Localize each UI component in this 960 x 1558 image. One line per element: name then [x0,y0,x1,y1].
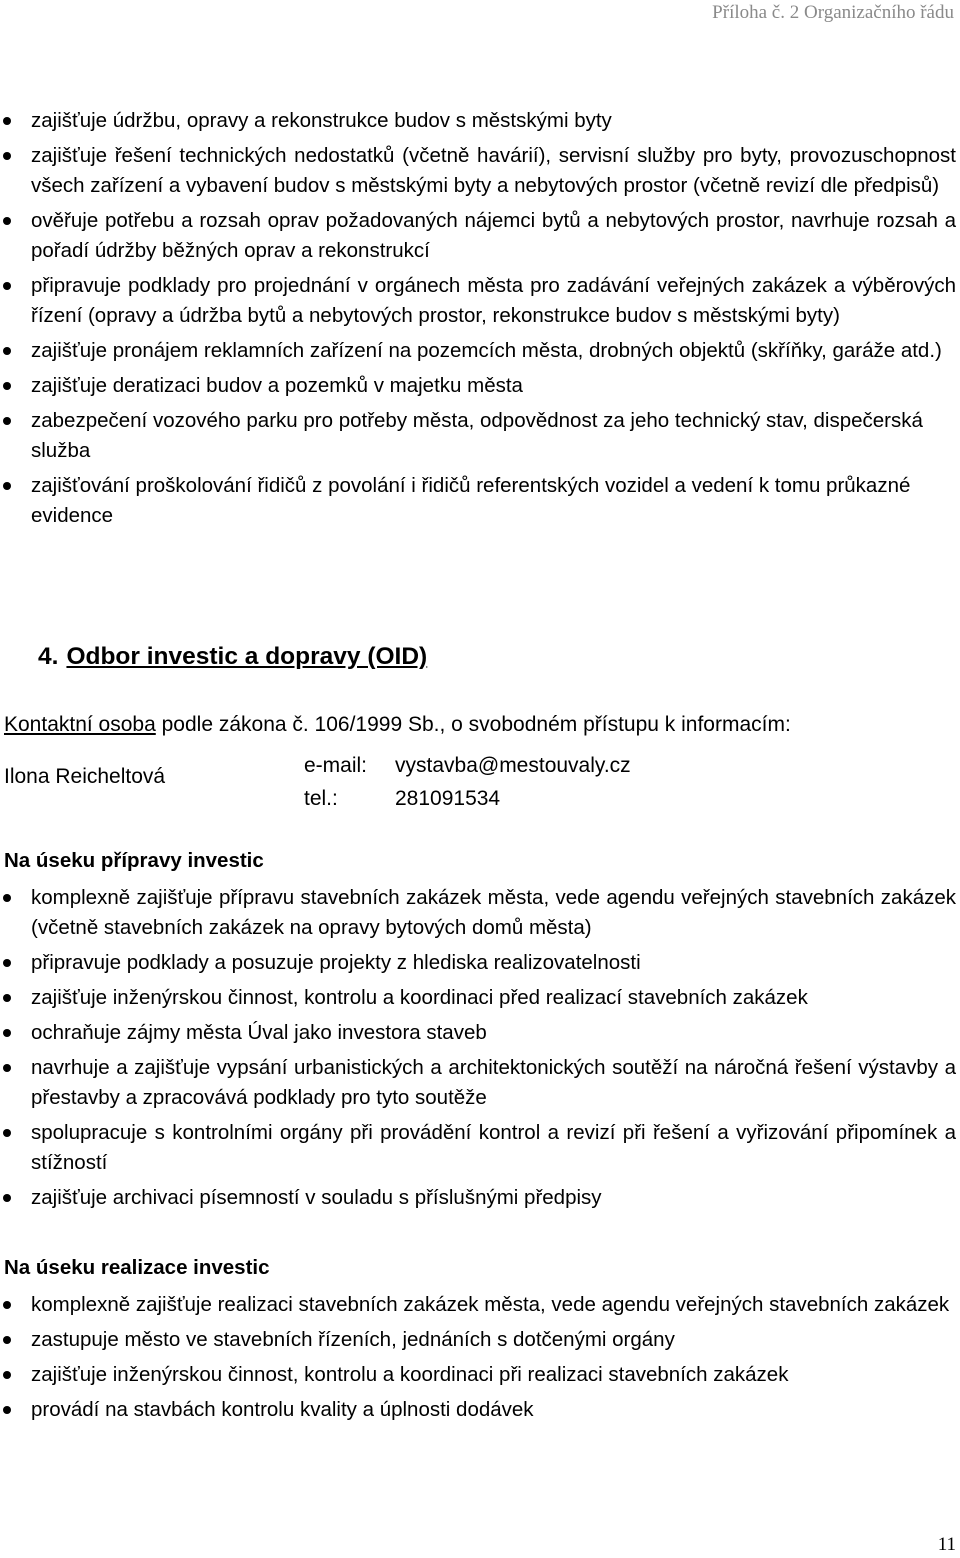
email-value: vystavba@mestouvaly.cz [395,754,631,777]
list-item: komplexně zajišťuje realizaci stavebních zakázek města, vede agendu veřejných stavebních zakázek [0,1290,960,1320]
subsection-title-preparation: Na úseku přípravy investic [4,849,264,872]
section-number: 4. [38,643,59,670]
contact-law-text: podle zákona č. 106/1999 Sb., o svobodném přístupu k informacím: [155,713,791,736]
list-item: zajišťuje inženýrskou činnost, kontrolu a koordinaci před realizací stavebních zakázek [0,983,960,1013]
subsection-title-realization: Na úseku realizace investic [4,1256,270,1279]
list-item: provádí na stavbách kontrolu kvality a úplnosti dodávek [0,1395,960,1425]
contact-label: Kontaktní osoba [4,713,156,736]
section-name: Odbor investic a dopravy (OID) [66,643,428,670]
list-item: ochraňuje zájmy města Úval jako investora staveb [0,1018,960,1048]
list-item: zajišťuje řešení technických nedostatků (včetně havárií), servisní služby pro byty, provozuschopnost všech zařízení a vybavení budov s městskými byty a nebytových prostor (včetně revizí dle předpisů) [0,141,960,201]
contact-name: Ilona Reicheltová [4,765,166,788]
phone-value: 281091534 [395,787,501,810]
list-item: zajišťuje archivaci písemností v souladu s příslušnými předpisy [0,1183,960,1213]
list-item: ověřuje potřebu a rozsah oprav požadovaných nájemci bytů a nebytových prostor, navrhuje rozsah a pořadí údržby běžných oprav a rekonstrukcí [0,206,960,266]
list-item: zabezpečení vozového parku pro potřeby města, odpovědnost za jeho technický stav, dispečerská služba [0,406,960,466]
contact-line [4,713,791,737]
list-item: zajišťuje inženýrskou činnost, kontrolu a koordinaci při realizaci stavebních zakázek [0,1360,960,1390]
list-item: zajišťuje deratizaci budov a pozemků v majetku města [0,371,960,401]
duties-list-realization [0,1290,960,1425]
list-item: zajišťuje údržbu, opravy a rekonstrukce budov s městskými byty [0,106,960,136]
list-item: komplexně zajišťuje přípravu stavebních zakázek města, vede agendu veřejných stavebních zakázek (včetně stavebních zakázek na opravy bytových domů města) [0,883,960,943]
list-item: navrhuje a zajišťuje vypsání urbanistických a architektonických soutěží na náročná řešení výstavby a přestavby a zpracovává podklady pro tyto soutěže [0,1053,960,1113]
duties-list-housing [0,106,960,531]
list-item: zajišťování proškolování řidičů z povolání i řidičů referentských vozidel a vedení k tomu průkazné evidence [0,471,960,531]
email-row [304,749,631,782]
page-number: 11 [937,1534,956,1555]
phone-row [304,782,631,815]
list-item: spolupracuje s kontrolními orgány při provádění kontrol a revizí při řešení a vyřizování připomínek a stížností [0,1118,960,1178]
duties-list-preparation [0,883,960,1213]
contact-details [304,749,631,815]
email-label: e-mail: [304,754,368,777]
list-item: připravuje podklady a posuzuje projekty z hlediska realizovatelnosti [0,948,960,978]
phone-label: tel.: [304,787,338,810]
section-title [38,643,427,671]
list-item: zajišťuje pronájem reklamních zařízení na pozemcích města, drobných objektů (skříňky, garáže atd.) [0,336,960,366]
page-header: Příloha č. 2 Organizačního řádu [712,2,954,23]
list-item: zastupuje město ve stavebních řízeních, jednáních s dotčenými orgány [0,1325,960,1355]
list-item: připravuje podklady pro projednání v orgánech města pro zadávání veřejných zakázek a výběrových řízení (opravy a údržba bytů a nebytových prostor, rekonstrukce budov s městskými byty) [0,271,960,331]
